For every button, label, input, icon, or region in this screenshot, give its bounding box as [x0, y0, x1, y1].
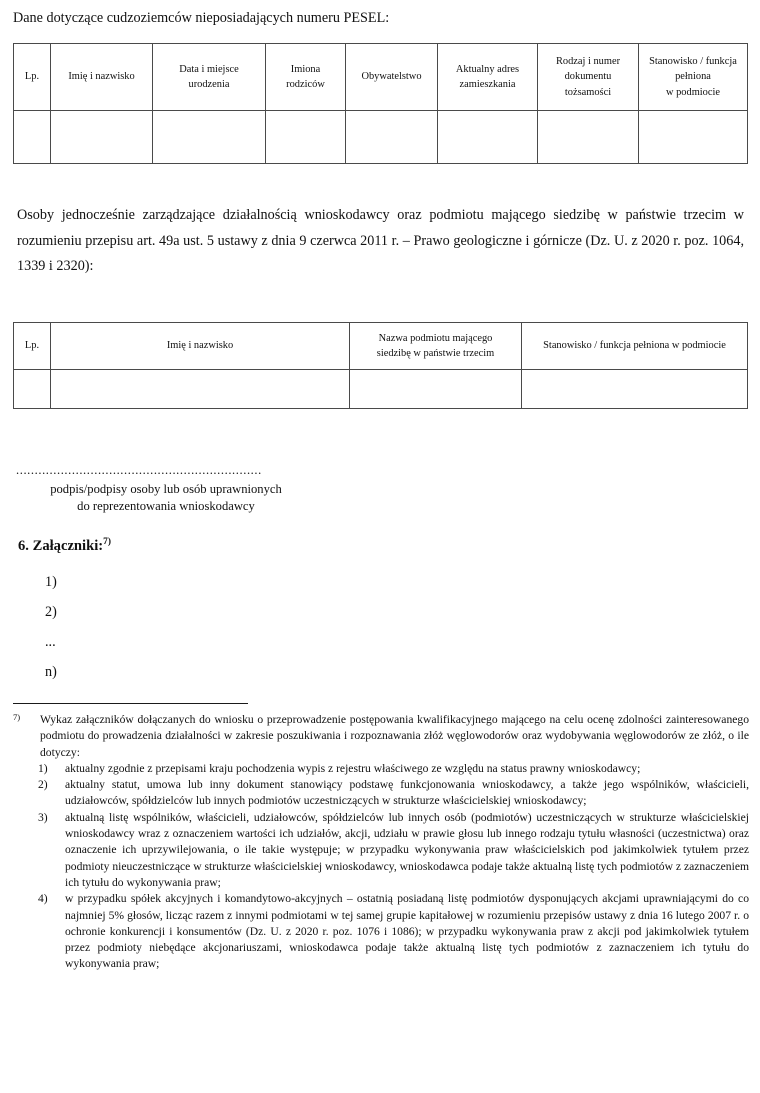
- cell-name[interactable]: [51, 370, 350, 409]
- managers-table-header: [14, 323, 748, 370]
- footnote-item-number: 1): [38, 761, 48, 775]
- cell-address[interactable]: [438, 111, 538, 164]
- footnote-item-text: aktualny statut, umowa lub inny dokument stanowiący podstawę funkcjonowania wnioskodawcy, a także jego wspólników, właścicieli, udziałowców, spółdzielców lub innych podmiotów uczestniczących w strukturze właścicielskiej wnioskodawcy;: [65, 778, 749, 808]
- list-item[interactable]: n): [45, 664, 57, 680]
- footnote-item-number: 3): [38, 810, 48, 824]
- cell-document[interactable]: [538, 111, 639, 164]
- signature-caption-line-2: do reprezentowania wnioskodawcy: [77, 498, 255, 513]
- header-cell-lp: Lp.: [14, 323, 51, 370]
- footnote-list-item: [13, 891, 749, 972]
- header-cell-position: Stanowisko / funkcja pełniona w podmiocie: [522, 323, 748, 370]
- footnote-list-item: [13, 810, 749, 891]
- header-cell-address: Aktualny adres zamieszkania: [438, 44, 538, 111]
- header-cell-position: Stanowisko / funkcja pełniona w podmiocie: [639, 44, 748, 111]
- cell-name[interactable]: [51, 111, 153, 164]
- header-cell-entity-name: Nazwa podmiotu mającego siedzibę w państwie trzecim: [350, 323, 522, 370]
- header-cell-name: Imię i nazwisko: [51, 44, 153, 111]
- signature-dotted-line: ..................................................................: [16, 464, 262, 477]
- foreigners-data-table: [13, 43, 748, 164]
- footnote-list-item: [13, 777, 749, 810]
- footnote-intro-text: Wykaz załączników dołączanych do wniosku o przeprowadzenie postępowania kwalifikacyjnego mającego na celu ocenę zdolności zainteresowanego podmiotu do prowadzenia działalności w zakresie poszukiwania i rozpoznawania złóż węglowodorów oraz wydobywania węglowodorów ze złóż, o ile dotyczy:: [40, 713, 749, 759]
- footnote-item-text: w przypadku spółek akcyjnych i komandytowo-akcyjnych – ostatnią posiadaną listę podmiotów dysponujących akcjami uprawniającymi do co najmniej 5% głosów, licząc razem z innymi podmiotami w tej samej grupie kapitałowej w rozumieniu przepisów ustawy z dnia 16 lutego 2007 r. o ochronie konkurencji i konsumentów (Dz. U. z 2020 r. poz. 1076 i 1086); w przypadku wykonywania praw z akcji pod jakimkolwiek tytułem przez podmioty niebędące akcjonariuszami, wnioskodawca podaje także aktualną listę tych podmiotów z zaznaczeniem ich tytułu do wykonywania praw;: [65, 892, 749, 971]
- cell-birth[interactable]: [153, 111, 266, 164]
- list-item: ...: [45, 634, 56, 650]
- attachments-heading: [18, 538, 111, 555]
- signature-block: [16, 464, 316, 514]
- foreigners-table-header: [14, 44, 748, 111]
- cell-entity-name[interactable]: [350, 370, 522, 409]
- foreigners-table-body: [14, 111, 748, 164]
- footnote-intro: [13, 712, 749, 761]
- cell-parents[interactable]: [266, 111, 346, 164]
- table-header-row: [14, 44, 748, 111]
- footnote-block: [13, 712, 749, 973]
- table-header-row: [14, 323, 748, 370]
- managers-intro-paragraph: Osoby jednocześnie zarządzające działalnością wnioskodawcy oraz podmiotu mającego siedzibę w państwie trzecim w rozumieniu przepisu art. 49a ust. 5 ustawy z dnia 9 czerwca 2011 r. – Prawo geologiczne i górnicze (Dz. U. z 2020 r. poz. 1064, 1339 i 2320):: [17, 207, 744, 274]
- cell-position[interactable]: [639, 111, 748, 164]
- table-row: [14, 111, 748, 164]
- footnote-item-number: 4): [38, 892, 48, 906]
- cell-citizenship[interactable]: [346, 111, 438, 164]
- footnote-marker: 7): [13, 712, 21, 722]
- cell-lp[interactable]: [14, 111, 51, 164]
- attachments-list: [45, 567, 245, 687]
- signature-caption: [16, 481, 316, 514]
- header-cell-citizenship: Obywatelstwo: [346, 44, 438, 111]
- list-item[interactable]: 2): [45, 604, 57, 620]
- footnote-separator-rule: [13, 703, 248, 704]
- footnote-item-number: 2): [38, 778, 48, 792]
- footnote-list-item: [13, 761, 749, 777]
- header-cell-birth: Data i miejsce urodzenia: [153, 44, 266, 111]
- attachments-footnote-marker: 7): [103, 537, 111, 548]
- table-row: [14, 370, 748, 409]
- header-cell-name: Imię i nazwisko: [51, 323, 350, 370]
- signature-caption-line-1: podpis/podpisy osoby lub osób uprawnionych: [50, 482, 282, 496]
- footnote-item-text: aktualny zgodnie z przepisami kraju pochodzenia wypis z rejestru właściwego ze względu na status prawny wnioskodawcy;: [65, 761, 641, 775]
- foreigners-section-heading: Dane dotyczące cudzoziemców nieposiadających numeru PESEL:: [13, 10, 390, 26]
- managers-table-body: [14, 370, 748, 409]
- cell-position[interactable]: [522, 370, 748, 409]
- header-cell-lp: Lp.: [14, 44, 51, 111]
- managers-data-table: [13, 322, 748, 409]
- footnote-item-list: [13, 761, 749, 973]
- header-cell-document: Rodzaj i numer dokumentu tożsamości: [538, 44, 639, 111]
- footnote-item-text: aktualną listę wspólników, właścicieli, udziałowców, spółdzielców lub innych osób (podmiotów) uczestniczących w strukturze właścicielskiej wnioskodawcy wraz z oznaczeniem wartości ich udziałów, akcji, udziału w prawie głosu lub innego rodzaju tytułu własności (uczestnictwa) oraz oznaczenie ich uprzywilejowania, o ile takie występuje; w przypadku wykonywania praw właścicielskich pod jakimkolwiek tytułem przez podmioty nieuczestniczące w strukturze właścicielskiej wnioskodawcy, wnioskodawca podaje także aktualną listę tych podmiotów z zaznaczeniem ich tytułu do wykonywania praw;: [65, 810, 749, 889]
- attachments-heading-label: 6. Załączniki:: [18, 538, 104, 554]
- cell-lp[interactable]: [14, 370, 51, 409]
- list-item[interactable]: 1): [45, 574, 57, 590]
- header-cell-parents: Imiona rodziców: [266, 44, 346, 111]
